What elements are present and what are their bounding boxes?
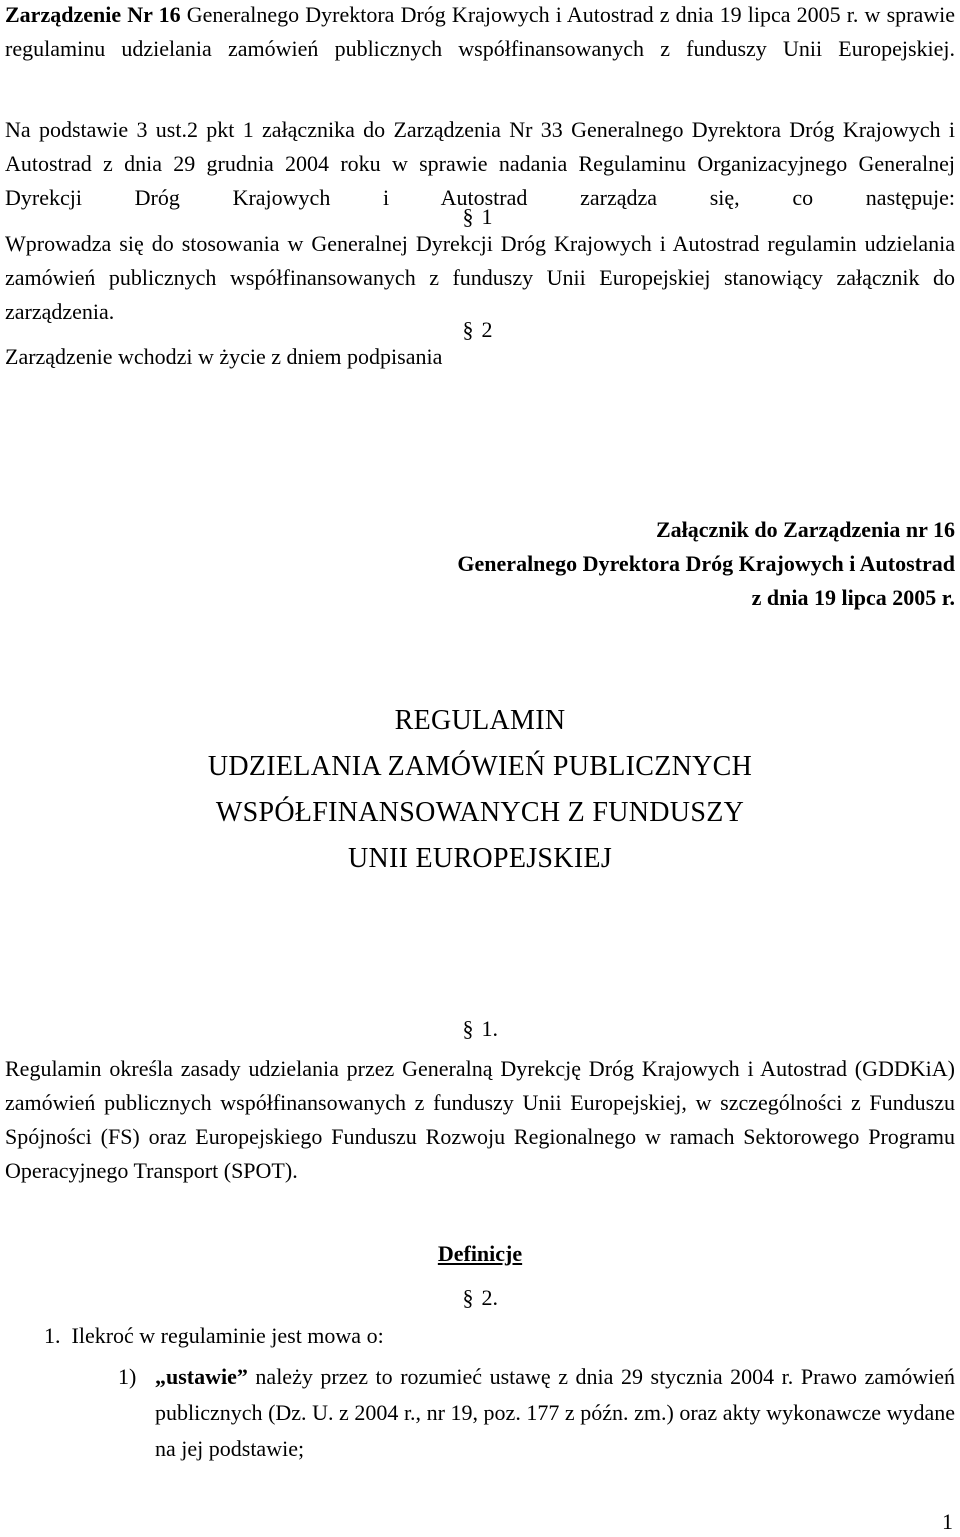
section-2-number: 2	[481, 317, 493, 342]
definition-item-1-text: należy przez to rozumieć ustawę z dnia 29 stycznia 2004 r. Prawo zamówień publicznych (Dz. U. z 2004 r., nr 19, poz. 177 z późn. zm.) oraz akty wykonawcze wydane na jej podstawie;	[155, 1364, 955, 1461]
order-number: Zarządzenie Nr 16	[5, 2, 181, 27]
definitions-intro-text: Ilekroć w regulaminie jest mowa o:	[71, 1323, 384, 1348]
paragraph-2-marker	[460, 1281, 498, 1315]
regulation-title-line-4: UNII EUROPEJSKIEJ	[347, 843, 613, 874]
section-2-text: Zarządzenie wchodzi w życie z dniem podpisania	[5, 344, 443, 369]
regulation-title	[5, 698, 955, 882]
definitions-intro	[44, 1319, 384, 1353]
definitions-intro-number: 1.	[44, 1323, 61, 1348]
order-title	[5, 0, 955, 66]
regulation-title-line-2: UDZIELANIA ZAMÓWIEŃ PUBLICZNYCH	[207, 751, 753, 782]
section-1-text: Wprowadza się do stosowania w Generalnej Dyrekcji Dróg Krajowych i Autostrad regulamin udzielania zamówień publicznych współfinansowanych z funduszy Unii Europejskiej stanowiący załącznik do zarządzenia.	[5, 231, 955, 324]
order-title-rest: Generalnego Dyrektora Dróg Krajowych i Autostrad z dnia 19 lipca 2005 r. w sprawie regulaminu udzielania zamówień publicznych współfinansowanych z funduszy Unii Europejskiej.	[5, 2, 955, 61]
section-sign-icon: §	[462, 1285, 474, 1310]
section-1-number: 1	[481, 204, 493, 229]
paragraph-1-marker	[460, 1012, 498, 1046]
definition-item-1-term: „ustawie”	[155, 1364, 248, 1389]
attachment-note-line-2: Generalnego Dyrektora Dróg Krajowych i Autostrad	[457, 551, 955, 576]
attachment-note-line-3: z dnia 19 lipca 2005 r.	[751, 585, 955, 610]
paragraph-2-number: 2.	[481, 1285, 498, 1310]
legal-basis: Na podstawie 3 ust.2 pkt 1 załącznika do Zarządzenia Nr 33 Generalnego Dyrektora Dróg Krajowych i Autostrad z dnia 29 grudnia 2004 roku w sprawie nadania Regulaminu Organizacyjnego Generalnej Dyrekcji Dróg Krajowych i Autostrad zarządza się, co następuje:	[5, 117, 955, 210]
paragraph-1-number: 1.	[481, 1016, 498, 1041]
regulation-title-line-1: REGULAMIN	[394, 705, 566, 736]
paragraph-1-text: Regulamin określa zasady udzielania przez Generalną Dyrekcję Dróg Krajowych i Autostrad (GDDKiA) zamówień publicznych współfinansowanych z funduszy Unii Europejskiej, w szczególności z Funduszu Spójności (FS) oraz Europejskiego Funduszu Rozwoju Regionalnego w ramach Sektorowego Programu Operacyjnego Transport (SPOT).	[5, 1056, 955, 1183]
definition-item-1	[155, 1359, 955, 1467]
attachment-note-line-1: Załącznik do Zarządzenia nr 16	[655, 517, 955, 542]
section-sign-icon: §	[462, 317, 474, 342]
definition-item-1-number: 1)	[118, 1364, 137, 1389]
section-sign-icon: §	[462, 204, 474, 229]
definitions-heading: Definicje	[437, 1241, 523, 1266]
page-number: 1	[942, 1509, 953, 1534]
regulation-title-line-3: WSPÓŁFINANSOWANYCH Z FUNDUSZY	[215, 797, 745, 828]
section-sign-icon: §	[462, 1016, 474, 1041]
attachment-note	[5, 513, 955, 615]
